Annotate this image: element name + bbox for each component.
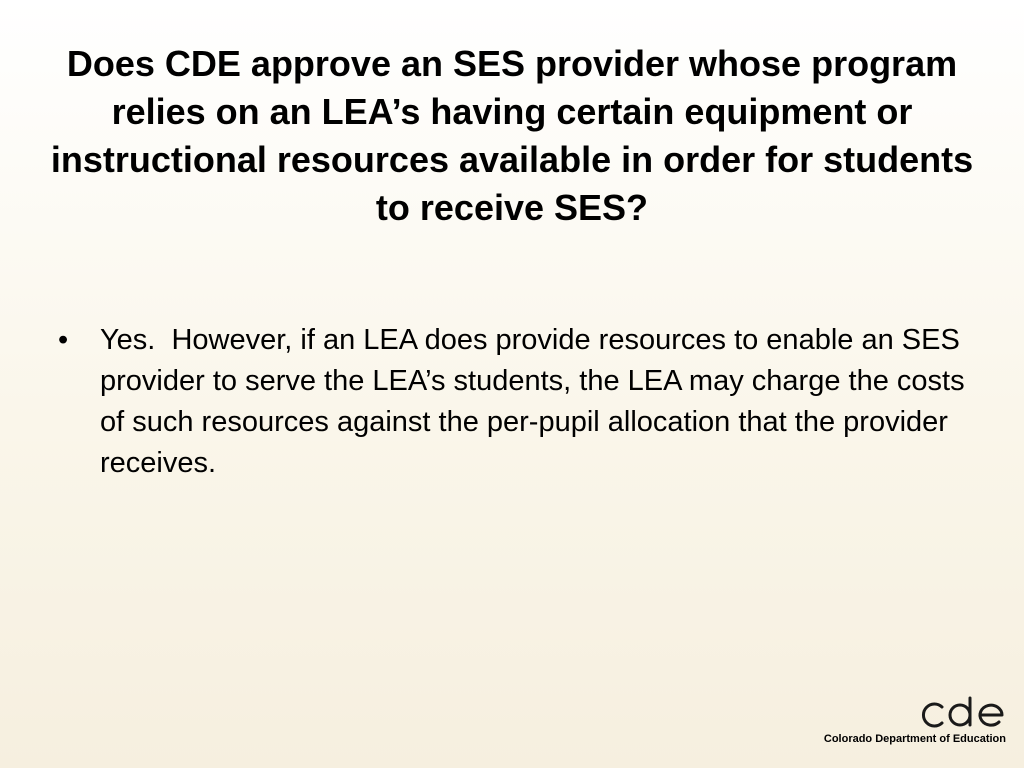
cde-logo	[824, 695, 1006, 746]
bullet-item	[58, 320, 968, 484]
bullet-marker: •	[58, 324, 69, 356]
slide-title: Does CDE approve an SES provider whose program relies on an LEA’s having certain equipment or instructional resources available in order for students to receive SES?	[50, 43, 974, 228]
bullet-list	[58, 320, 968, 484]
logo-caption: Colorado Department of Education	[823, 733, 1006, 745]
cde-logo-mark	[920, 695, 1006, 729]
bullet-text: Yes. However, if an LEA does provide resources to enable an SES provider to serve the LEA’s students, the LEA may charge the costs of such resources against the per-pupil allocation that the provider receives.	[100, 324, 965, 479]
